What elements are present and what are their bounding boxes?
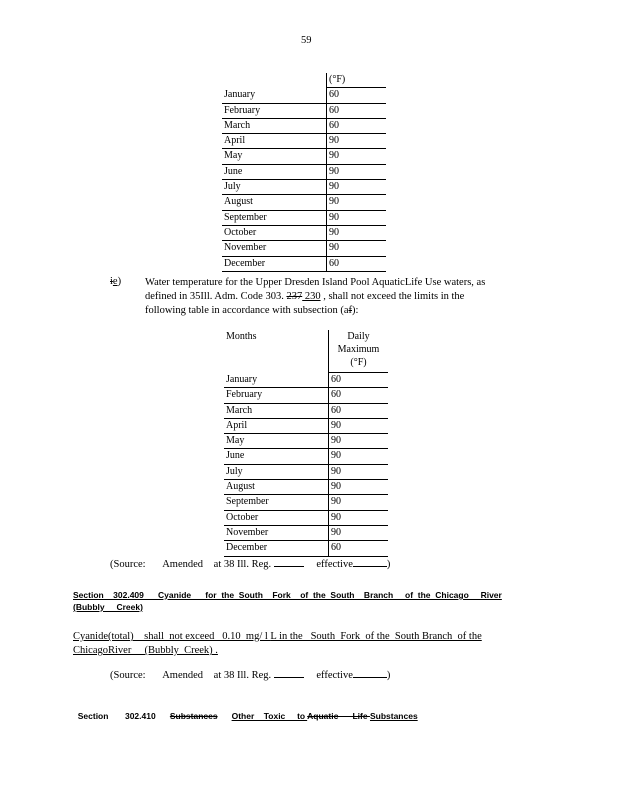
table-row: [222, 256, 386, 271]
source-note-1: (Source: Amended at 38 Ill. Reg. effective ): [110, 559, 391, 570]
table-row: [222, 225, 386, 240]
max-temp-cell: 90: [327, 180, 387, 195]
max-temp-cell: 90: [329, 480, 389, 495]
deleted-text: 237: [286, 291, 303, 302]
table-row: [222, 241, 386, 256]
paragraph-e-line2: defined in 35Ill. Adm. Code 303. 237 230 , shall not exceed the limits in the: [145, 291, 465, 302]
table-row: [224, 541, 388, 556]
max-temp-cell: 60: [329, 541, 389, 556]
table-row: [224, 495, 388, 510]
deleted-text: Aquatic Life: [307, 711, 370, 721]
month-cell: January: [222, 88, 327, 103]
max-temp-cell: 90: [329, 464, 389, 479]
month-cell: April: [222, 134, 327, 149]
max-temp-cell: 60: [327, 118, 387, 133]
max-temp-cell: 60: [329, 403, 389, 418]
max-temp-cell: 90: [329, 449, 389, 464]
month-cell: March: [222, 118, 327, 133]
max-temp-cell: 90: [327, 164, 387, 179]
max-temp-cell: 90: [329, 418, 389, 433]
max-temp-cell: 90: [327, 134, 387, 149]
table-row: [222, 149, 386, 164]
table-row: [224, 464, 388, 479]
table-header-months: Months: [226, 331, 257, 342]
month-cell: December: [222, 256, 327, 271]
month-cell: March: [224, 403, 329, 418]
source-note-2: (Source: Amended at 38 Ill. Reg. effective ): [110, 670, 391, 681]
max-temp-cell: 90: [327, 225, 387, 240]
table-row: [222, 210, 386, 225]
cyanide-paragraph: Cyanide(total) shall not exceed 0.10 mg/ l L in the South Fork of the South Branch of the ChicagoRiver (Bubbly Creek) .: [73, 631, 482, 656]
table-row: [224, 418, 388, 433]
table-header-daily-max: Daily Maximum (°F): [329, 330, 389, 373]
table-row: [222, 103, 386, 118]
max-temp-cell: 90: [327, 195, 387, 210]
inserted-text: 230: [302, 291, 321, 302]
table-row: [222, 134, 386, 149]
table-row: [224, 480, 388, 495]
table-row: [224, 525, 388, 540]
month-cell: October: [224, 510, 329, 525]
month-cell: December: [224, 541, 329, 556]
deleted-text: f: [348, 305, 353, 316]
paragraph-label-old: i: [110, 276, 113, 287]
month-cell: April: [224, 418, 329, 433]
table-row: [224, 373, 388, 388]
month-cell: August: [222, 195, 327, 210]
deleted-text: Substances: [169, 711, 218, 721]
paragraph-label-new: e: [112, 276, 118, 287]
max-temp-cell: 90: [327, 210, 387, 225]
month-cell: September: [222, 210, 327, 225]
month-cell: June: [222, 164, 327, 179]
max-temp-cell: 90: [327, 149, 387, 164]
table-row: [222, 164, 386, 179]
table-row: [222, 88, 386, 103]
table-header-month: [222, 73, 327, 88]
paragraph-label-suffix: ): [117, 276, 122, 287]
max-temp-cell: 60: [329, 373, 389, 388]
month-cell: October: [222, 225, 327, 240]
max-temp-cell: 60: [327, 88, 387, 103]
month-cell: August: [224, 480, 329, 495]
paragraph-e-line1: Water temperature for the Upper Dresden Island Pool AquaticLife Use waters, as: [145, 277, 486, 288]
section-409-heading: Section 302.409 Cyanide for the South Fork of the South Branch of the Chicago River (Bubbly Creek): [73, 590, 502, 612]
month-cell: June: [224, 449, 329, 464]
temperature-table-2: [224, 330, 388, 557]
month-cell: January: [224, 373, 329, 388]
temperature-table-1: [222, 73, 386, 272]
table-header-row: [222, 73, 386, 88]
paragraph-e-line3: following table in accordance with subsection (af):: [145, 305, 359, 316]
max-temp-cell: 60: [327, 256, 387, 271]
month-cell: November: [224, 525, 329, 540]
month-cell: May: [222, 149, 327, 164]
month-cell: July: [222, 180, 327, 195]
max-temp-cell: 90: [329, 510, 389, 525]
month-cell: February: [222, 103, 327, 118]
table-row: [224, 388, 388, 403]
table-header-row: [224, 330, 388, 373]
max-temp-cell: 60: [327, 103, 387, 118]
table-header-unit: (°F): [327, 73, 387, 88]
max-temp-cell: 90: [329, 525, 389, 540]
month-cell: May: [224, 434, 329, 449]
paragraph-label: [110, 276, 121, 287]
page-number: 59: [301, 35, 312, 46]
table-row: [224, 403, 388, 418]
max-temp-cell: 90: [327, 241, 387, 256]
max-temp-cell: 90: [329, 495, 389, 510]
table-row: [222, 195, 386, 210]
max-temp-cell: 60: [329, 388, 389, 403]
table-row: [224, 510, 388, 525]
max-temp-cell: 90: [329, 434, 389, 449]
month-cell: July: [224, 464, 329, 479]
table-row: [224, 449, 388, 464]
table-row: [224, 434, 388, 449]
month-cell: September: [224, 495, 329, 510]
table-row: [222, 180, 386, 195]
paragraph-e-text: [145, 276, 533, 318]
section-410-heading: Section 302.410 Substances Other Toxic to Aquatic Life Substances: [77, 711, 418, 721]
table-row: [222, 118, 386, 133]
month-cell: November: [222, 241, 327, 256]
month-cell: February: [224, 388, 329, 403]
